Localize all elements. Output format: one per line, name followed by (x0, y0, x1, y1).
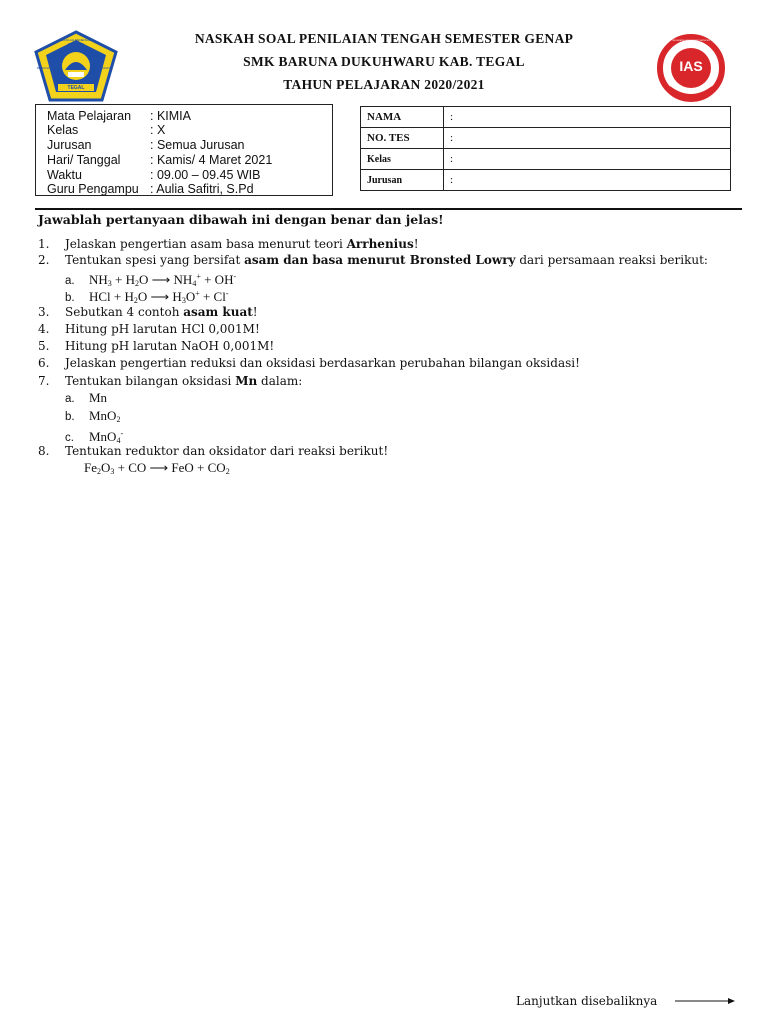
school-logo-top-text: SEKOLAH MENENGAH KEJURUAN (59, 38, 93, 46)
question-text-end: ! (413, 237, 419, 251)
question-7 (38, 373, 302, 389)
identity-name-field[interactable]: : (444, 107, 731, 128)
question-number: 1. (38, 237, 50, 251)
info-value: : KIMIA (150, 109, 191, 123)
header-line-1: NASKAH SOAL PENILAIAN TENGAH SEMESTER GENAP (194, 31, 574, 46)
question-number: 5. (38, 339, 50, 353)
formula-part: + Cl (199, 289, 226, 304)
info-key: Jurusan (47, 138, 92, 152)
subscript: 3 (181, 296, 186, 305)
option-letter: a. (65, 393, 75, 405)
identity-row (361, 128, 731, 149)
option-letter: c. (65, 432, 74, 444)
header-line-3: TAHUN PELAJARAN 2020/2021 (283, 77, 485, 92)
subscript: 4 (192, 279, 197, 288)
question-emphasis: asam kuat (183, 305, 253, 319)
question-text-end: dari persamaan reaksi berikut: (515, 253, 708, 267)
info-row (47, 153, 272, 167)
info-value: : Semua Jurusan (150, 138, 245, 152)
info-key: Mata Pelajaran (47, 109, 132, 123)
question-number: 4. (38, 322, 50, 336)
question-number: 7. (38, 374, 50, 388)
info-key: Waktu (47, 168, 82, 182)
ias-logo-ring-text: INTEGRATED ASSESSMENT SERVICES (672, 40, 710, 42)
superscript: + (196, 272, 201, 281)
formula-part: O ⟶ NH (139, 272, 193, 287)
subscript: 4 (116, 436, 121, 445)
question-5 (38, 338, 274, 354)
header-divider (35, 208, 742, 210)
question-number: 3. (38, 305, 50, 319)
info-key: Kelas (47, 123, 79, 137)
ias-logo (656, 34, 726, 104)
option-letter: b. (65, 292, 75, 304)
student-identity-table (360, 106, 731, 191)
superscript: + (195, 289, 200, 298)
superscript: - (233, 272, 237, 281)
formula-part: O (101, 460, 111, 475)
subscript: 2 (135, 279, 140, 288)
formula-part: + OH (200, 272, 234, 287)
info-row (47, 109, 191, 123)
question-2 (38, 252, 708, 268)
identity-row (361, 107, 731, 128)
question-emphasis: Mn (235, 374, 258, 388)
continue-note: Lanjutkan disebaliknya (516, 994, 658, 1008)
question-text: Tentukan bilangan oksidasi (65, 374, 236, 388)
info-row (47, 138, 245, 152)
subscript: 2 (97, 467, 101, 476)
question-1 (38, 236, 419, 252)
instruction: Jawablah pertanyaan dibawah ini dengan benar dan jelas! (38, 212, 444, 227)
question-8 (38, 443, 388, 459)
subscript: 2 (116, 415, 121, 424)
info-value: : X (150, 123, 166, 137)
info-key: Guru Pengampu (47, 182, 139, 196)
question-emphasis: asam dan basa menurut Bronsted Lowry (244, 253, 516, 267)
identity-row (361, 170, 731, 191)
question-3 (38, 304, 258, 320)
school-logo-right-text: SAKHTI (100, 66, 111, 70)
question-emphasis: Arrhenius (346, 237, 414, 251)
formula-part: MnO (89, 408, 117, 423)
question-7a (65, 390, 107, 407)
arrow-right-icon (674, 993, 736, 1007)
formula-part: + CO ⟶ FeO + CO (114, 460, 226, 475)
superscript: - (120, 429, 124, 438)
option-letter: a. (65, 275, 75, 287)
question-8-equation (84, 460, 230, 480)
info-key: Hari/ Tanggal (47, 153, 121, 167)
question-6 (38, 355, 580, 371)
question-number: 8. (38, 444, 50, 458)
school-logo-left-text: BARUNA (37, 66, 50, 70)
subscript: 3 (110, 467, 115, 476)
info-value: : Aulia Safitri, S.Pd (150, 182, 254, 196)
identity-major-field[interactable]: : (444, 170, 731, 191)
question-text: Jelaskan pengertian reduksi dan oksidasi berdasarkan perubahan bilangan oksidasi! (65, 356, 580, 370)
question-text: Hitung pH larutan NaOH 0,001M! (65, 339, 275, 353)
identity-label: NO. TES (361, 128, 444, 149)
question-text-end: dalam: (257, 374, 303, 388)
identity-label: NAMA (361, 107, 444, 128)
identity-label: Jurusan (361, 170, 444, 191)
identity-label: Kelas (361, 149, 444, 170)
formula-part: Fe (84, 460, 97, 475)
question-text: Hitung pH larutan HCl 0,001M! (65, 322, 260, 336)
info-row (47, 182, 254, 196)
identity-row (361, 149, 731, 170)
subscript: 2 (133, 296, 138, 305)
superscript: - (225, 289, 229, 298)
formula-part: HCl + H (89, 289, 134, 304)
info-row (47, 123, 165, 137)
question-number: 6. (38, 356, 50, 370)
info-value: : 09.00 – 09.45 WIB (150, 168, 261, 182)
school-logo-bottom-text: TEGAL (67, 85, 85, 91)
identity-class-field[interactable]: : (444, 149, 731, 170)
formula-part: O ⟶ H (137, 289, 182, 304)
identity-test-number-field[interactable]: : (444, 128, 731, 149)
question-number: 2. (38, 253, 50, 267)
info-row (47, 168, 261, 182)
question-text: Tentukan reduktor dan oksidator dari reaksi berikut! (65, 444, 389, 458)
question-text-end: ! (252, 305, 258, 319)
question-text: Tentukan spesi yang bersifat (65, 253, 245, 267)
subscript: 2 (225, 467, 230, 476)
ias-logo-text: IAS (679, 58, 703, 74)
subscript: 3 (107, 279, 112, 288)
subject-info-box (35, 104, 333, 196)
question-7b (65, 408, 120, 428)
question-4 (38, 321, 260, 337)
header-line-2: SMK BARUNA DUKUHWARU KAB. TEGAL (243, 54, 525, 69)
formula-part: NH (89, 272, 108, 287)
formula-part: + H (111, 272, 136, 287)
question-text: Jelaskan pengertian asam basa menurut teori (65, 237, 347, 251)
info-value: : Kamis/ 4 Maret 2021 (150, 153, 273, 167)
option-letter: b. (65, 411, 75, 423)
formula-part: O (185, 289, 196, 304)
formula-part: Mn (89, 390, 108, 405)
question-text: Sebutkan 4 contoh (65, 305, 184, 319)
formula-part: MnO (89, 429, 117, 444)
